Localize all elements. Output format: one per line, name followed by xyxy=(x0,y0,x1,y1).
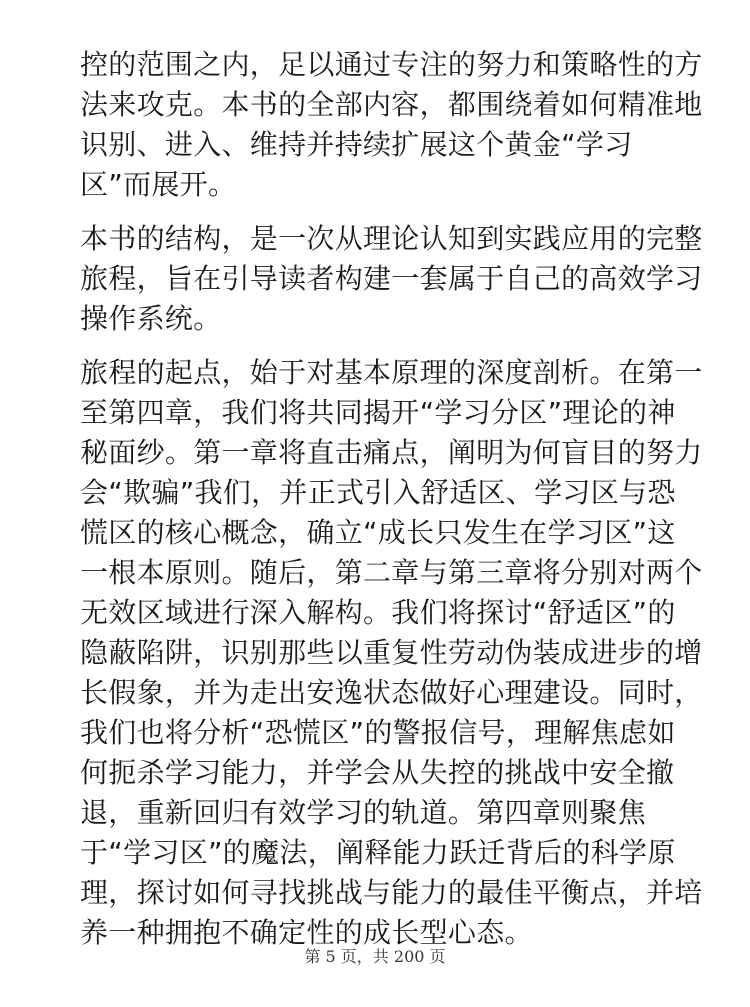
text-line: 我们也将分析“恐慌区”的警报信号，理解焦虑如 xyxy=(80,716,676,749)
text-line: 于“学习区”的魔法，阐释能力跃迁背后的科学原 xyxy=(80,836,676,869)
text-line: 养一种拥抱不确定性的成长型心态。 xyxy=(80,916,533,949)
text-line: 一根本原则。随后，第二章与第三章将分别对两个 xyxy=(80,556,703,589)
text-line: 隐蔽陷阱，识别那些以重复性劳动伪装成进步的增 xyxy=(80,636,703,669)
text-line: 旅程，旨在引导读者构建一套属于自己的高效学习 xyxy=(80,262,703,295)
text-line: 慌区的核心概念，确立“成长只发生在学习区”这 xyxy=(80,516,676,549)
text-line: 旅程的起点，始于对基本原理的深度剖析。在第一 xyxy=(80,356,703,389)
text-line: 会“欺骗”我们，并正式引入舒适区、学习区与恐 xyxy=(80,476,676,509)
text-line: 至第四章，我们将共同揭开“学习分区”理论的神 xyxy=(80,396,676,429)
text-line: 控的范围之内，足以通过专注的努力和策略性的方 xyxy=(80,48,703,81)
text-line: 法来攻克。本书的全部内容，都围绕着如何精准地 xyxy=(80,88,703,121)
paragraph xyxy=(80,45,703,205)
paragraph xyxy=(80,353,703,993)
text-line: 无效区域进行深入解构。我们将探讨“舒适区”的 xyxy=(80,596,676,629)
text-line: 退，重新回归有效学习的轨道。第四章则聚焦 xyxy=(80,796,647,829)
text-line: 识别、进入、维持并持续扩展这个黄金“学习 xyxy=(80,128,633,161)
text-line: 长假象，并为走出安逸状态做好心理建设。同时， xyxy=(80,676,703,709)
text-line: 本书的结构，是一次从理论认知到实践应用的完整 xyxy=(80,222,703,255)
body-text xyxy=(80,45,703,1007)
text-line: 秘面纱。第一章将直击痛点，阐明为何盲目的努力 xyxy=(80,436,703,469)
text-line: 操作系统。 xyxy=(80,302,222,335)
text-line: 何扼杀学习能力，并学会从失控的挑战中安全撤 xyxy=(80,756,675,789)
text-line: 区”而展开。 xyxy=(80,168,237,201)
page-number-footer: 第 5 页，共 200 页 xyxy=(304,947,446,966)
paragraph xyxy=(80,219,703,339)
text-line: 理，探讨如何寻找挑战与能力的最佳平衡点，并培 xyxy=(80,876,703,909)
